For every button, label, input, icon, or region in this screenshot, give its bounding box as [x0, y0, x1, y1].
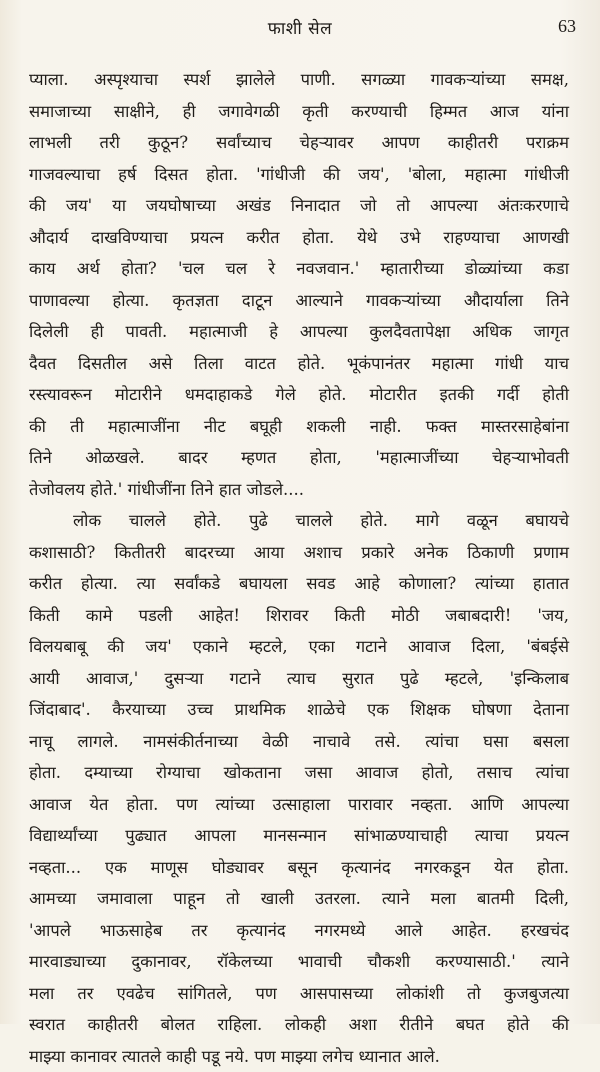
paragraph: [29, 505, 569, 1072]
text-line: विद्यार्थ्यांच्या पुढ्यात आपला मानसन्मान सांभाळण्याचाही त्याचा प्रयत्न: [29, 820, 569, 852]
text-line: होता. दम्याच्या रोग्याचा खोकताना जसा आवाज होतो, तसाच त्यांचा: [29, 757, 569, 789]
text-line: लोक चालले होते. पुढे चालले होते. मागे वळून बघायचे: [29, 505, 569, 537]
text-line: प्याला. अस्पृश्याचा स्पर्श झालेले पाणी. सगळ्या गावकऱ्यांच्या समक्ष,: [29, 64, 569, 96]
page-number: 63: [558, 16, 576, 37]
text-line: दिलेली ही पावती. महात्माजी हे आपल्या कुलदैवतापेक्षा अधिक जागृत: [29, 316, 569, 348]
text-line: आवाज येत होता. पण त्यांच्या उत्साहाला पारावार नव्हता. आणि आपल्या: [29, 789, 569, 821]
text-line: नाचू लागले. नामसंकीर्तनाच्या वेळी नाचावे तसे. त्यांचा घसा बसला: [29, 726, 569, 758]
text-line: औदार्य दाखविण्याचा प्रयत्न करीत होता. येथे उभे राहण्याचा आणखी: [29, 222, 569, 254]
text-line: आमच्या जमावाला पाहून तो खाली उतरला. त्याने मला बातमी दिली,: [29, 883, 569, 915]
text-line: जिंदाबाद'. कैरयाच्या उच्च प्राथमिक शाळेचे एक शिक्षक घोषणा देताना: [29, 694, 569, 726]
text-line: की जय' या जयघोषाच्या अखंड निनादात जो तो आपल्या अंतःकरणाचे: [29, 190, 569, 222]
text-line: विलयबाबू की जय' एकाने म्हटले, एका गटाने आवाज दिला, 'बंबईसे: [29, 631, 569, 663]
text-line: की ती महात्माजींना नीट बघूही शकली नाही. फक्त मास्तरसाहेबांना: [29, 411, 569, 443]
text-line: लाभली तरी कुठून? सर्वांच्याच चेहऱ्यावर आपण काहीतरी पराक्रम: [29, 127, 569, 159]
text-line: समाजाच्या साक्षीने, ही जगावेगळी कृती करण्याची हिम्मत आज यांना: [29, 96, 569, 128]
body-text: [29, 64, 569, 1072]
text-line: तेजोवलय होते.' गांधीजींना तिने हात जोडले....: [29, 474, 569, 506]
text-line: कशासाठी? कितीतरी बादरच्या आया अशाच प्रकारे अनेक ठिकाणी प्रणाम: [29, 537, 569, 569]
text-line: नव्हता... एक माणूस घोड्यावर बसून कृत्यानंद नगरकडून येत होता.: [29, 852, 569, 884]
text-line: मला तर एवढेच सांगितले, पण आसपासच्या लोकांशी तो कुजबुजत्या: [29, 978, 569, 1010]
text-line: रस्त्यावरून मोटारीने धमदाहाकडे गेले होते. मोटारीत इतकी गर्दी होती: [29, 379, 569, 411]
text-line: काय अर्थ होता? 'चल चल रे नवजवान.' म्हातारीच्या डोळ्यांच्या कडा: [29, 253, 569, 285]
text-line: 'आपले भाऊसाहेब तर कृत्यानंद नगरमध्ये आले आहेत. हरखचंद: [29, 915, 569, 947]
running-title: फाशी सेल: [0, 16, 600, 39]
text-line: माझ्या कानावर त्यातले काही पडू नये. पण माझ्या लगेच ध्यानात आले.: [29, 1041, 569, 1072]
text-line: दैवत दिसतील असे तिला वाटत होते. भूकंपानंतर महात्मा गांधी याच: [29, 348, 569, 380]
text-line: करीत होत्या. त्या सर्वांकडे बघायला सवड आहे कोणाला? त्यांच्या हातात: [29, 568, 569, 600]
text-line: तिने ओळखले. बादर म्हणत होता, 'महात्माजींच्या चेहऱ्याभोवती: [29, 442, 569, 474]
text-line: आयी आवाज,' दुसऱ्या गटाने त्याच सुरात पुढे म्हटले, 'इन्किलाब: [29, 663, 569, 695]
text-line: किती कामे पडली आहेत! शिरावर किती मोठी जबाबदारी! 'जय,: [29, 600, 569, 632]
text-line: पाणावल्या होत्या. कृतज्ञता दाटून आल्याने गावकऱ्यांच्या औदार्याला तिने: [29, 285, 569, 317]
text-line: मारवाड्याच्या दुकानावर, रॉकेलच्या भावाची चौकशी करण्यासाठी.' त्याने: [29, 946, 569, 978]
paragraph: [29, 64, 569, 505]
text-line: गाजवल्याचा हर्ष दिसत होता. 'गांधीजी की जय', 'बोला, महात्मा गांधीजी: [29, 159, 569, 191]
running-header: [0, 14, 600, 44]
text-line: स्वरात काहीतरी बोलत राहिला. लोकही अशा रीतीने बघत होते की: [29, 1009, 569, 1041]
